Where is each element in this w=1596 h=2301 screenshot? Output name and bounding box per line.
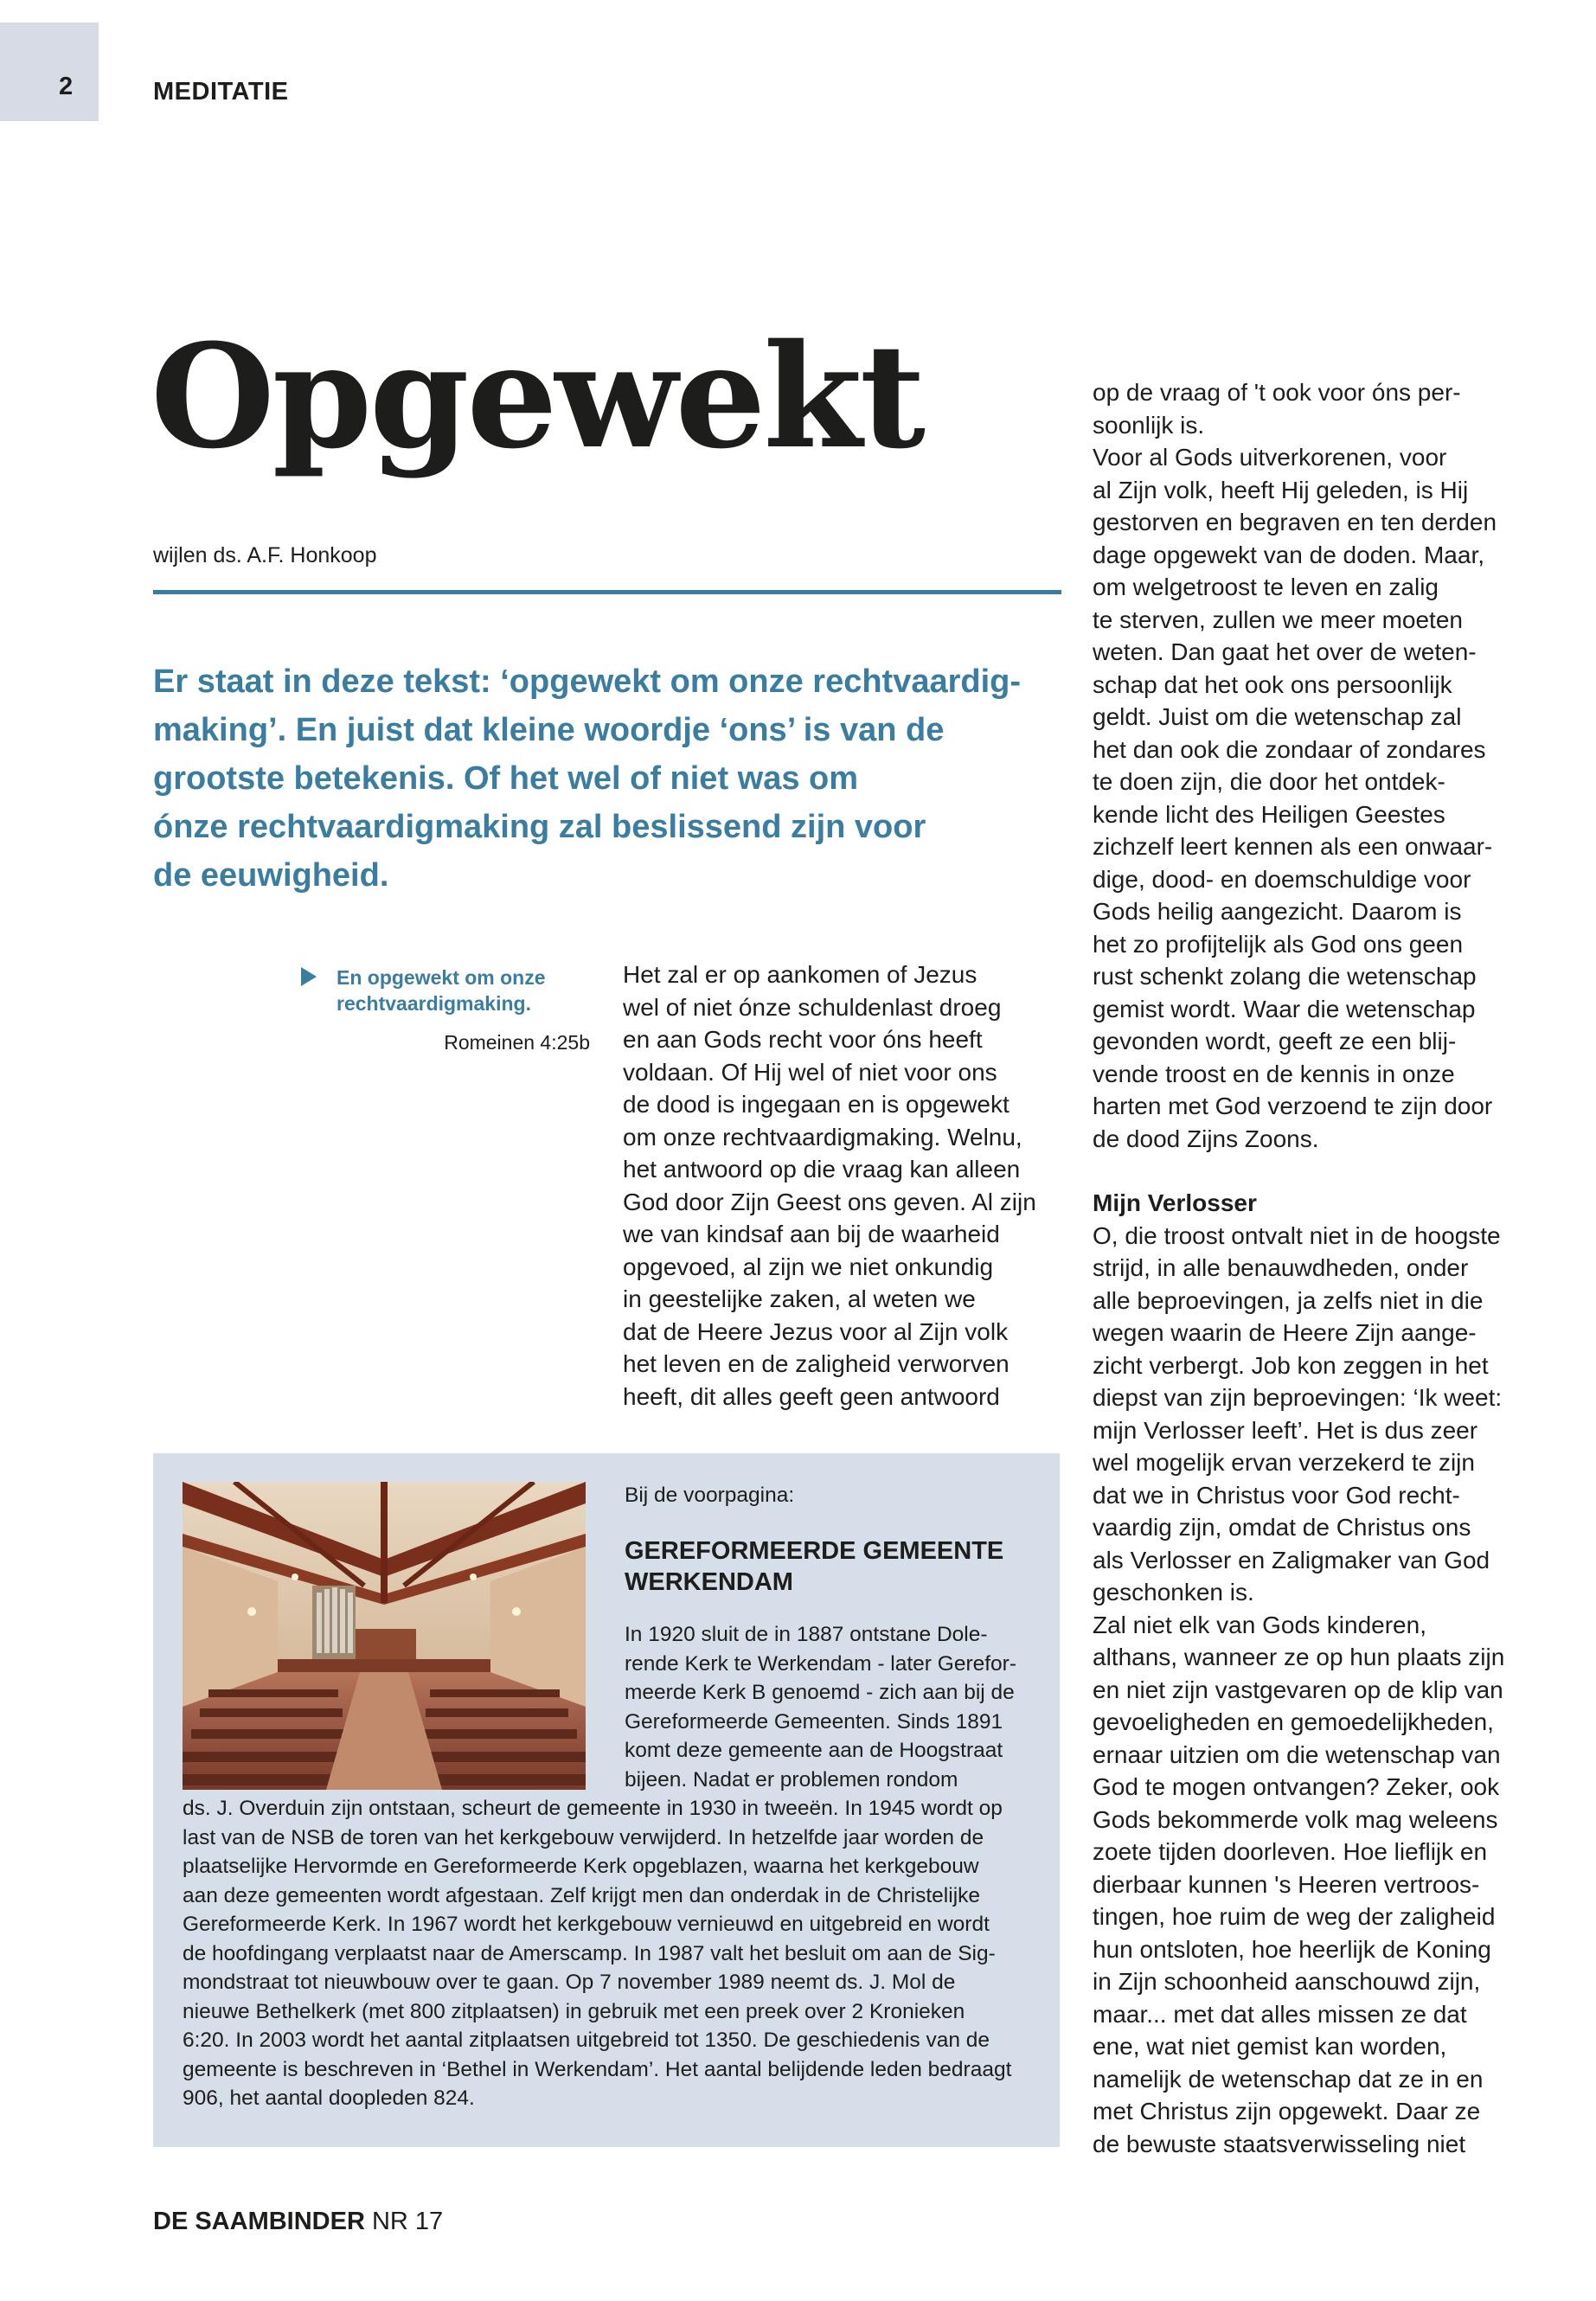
body-line: we van kindsaf aan bij de waarheid	[623, 1221, 1000, 1247]
body-line: wegen waarin de Heere Zijn aange-	[1093, 1319, 1477, 1346]
body-line: maar... met dat alles missen ze dat	[1093, 2000, 1467, 2028]
cover-body-line: 906, het aantal doopleden 824.	[183, 2086, 475, 2110]
body-line: dierbaar kunnen 's Heeren vertroos-	[1093, 1870, 1480, 1898]
body-line: althans, wanneer ze op hun plaats zijn	[1093, 1644, 1505, 1670]
body-line: op de vraag of 't ook voor óns per-	[1093, 379, 1461, 406]
body-line: het zo profijtelijk als God ons geen	[1093, 930, 1464, 958]
church-interior-photo	[183, 1482, 586, 1790]
body-line: het leven en de zaligheid verworven	[623, 1350, 1010, 1377]
cover-caption: Bij de voorpagina:	[625, 1484, 795, 1507]
publication-name: DE SAAMBINDER	[153, 2208, 365, 2235]
cover-body-line: ds. J. Overduin zijn ontstaan, scheurt de gemeente in 1930 in tweeën. In 1945 wordt op	[183, 1797, 1003, 1820]
body-line: zicht verbergt. Job kon zeggen in het	[1093, 1351, 1489, 1379]
body-line: het dan ook die zondaar of zondares	[1093, 735, 1486, 763]
article-lead	[153, 657, 1070, 900]
body-line: te sterven, zullen we meer moeten	[1093, 606, 1463, 633]
body-column-right	[1093, 376, 1542, 2160]
body-line: vende troost en de kennis in onze	[1093, 1060, 1455, 1087]
cover-body-line: 6:20. In 2003 wordt het aantal zitplaatsen uitgebreid tot 1350. De geschiedenis van de	[183, 2029, 990, 2052]
body-line: dat we in Christus voor God recht-	[1093, 1481, 1460, 1509]
body-line: en aan Gods recht voor óns heeft	[623, 1026, 983, 1053]
article-author: wijlen ds. A.F. Honkoop	[153, 543, 377, 567]
body-line: zoete tijden doorleven. Hoe lieflijk en	[1093, 1838, 1488, 1865]
body-line: gevoeligheden en gemoedelijkheden,	[1093, 1708, 1494, 1735]
cover-body-line: meerde Kerk B genoemd - zich aan bij de	[625, 1681, 1015, 1704]
page-number: 2	[59, 73, 74, 100]
body-column-middle	[623, 958, 1064, 1413]
body-line: strijd, in alle benauwdheden, onder	[1093, 1254, 1469, 1281]
body-line: als Verlosser en Zaligmaker van God	[1093, 1546, 1490, 1574]
cover-body-line: Gereformeerde Gemeenten. Sinds 1891	[625, 1709, 1003, 1734]
body-line: dage opgewekt van de doden. Maar,	[1093, 541, 1485, 568]
cover-body-wide	[183, 1794, 1029, 2113]
body-line: het antwoord op die vraag kan alleen	[623, 1156, 1021, 1183]
body-line: gevonden wordt, geeft ze een blij-	[1093, 1028, 1457, 1054]
subheading: Mijn Verlosser	[1093, 1189, 1257, 1216]
lead-line: grootste betekenis. Of het wel of niet was om	[153, 760, 859, 797]
body-line: Voor al Gods uitverkorenen, voor	[1093, 444, 1447, 471]
body-line: in Zijn schoonheid aanschouwd zijn,	[1093, 1968, 1481, 1995]
body-line: geldt. Juist om die wetenschap zal	[1093, 703, 1462, 730]
body-line: om onze rechtvaardigmaking. Welnu,	[623, 1123, 1022, 1150]
cover-heading-line: GEREFORMEERDE GEMEENTE	[625, 1537, 1004, 1565]
cover-body-line: bijeen. Nadat er problemen rondom	[625, 1767, 958, 1791]
body-line: vaardig zijn, omdat de Christus ons	[1093, 1514, 1471, 1541]
body-line: Gods bekommerde volk mag weleens	[1093, 1805, 1498, 1833]
body-line: geschonken is.	[1093, 1579, 1254, 1606]
body-line: God door Zijn Geest ons geven. Al zijn	[623, 1188, 1036, 1215]
body-line: gestorven en begraven en ten derden	[1093, 509, 1497, 535]
lead-line: Er staat in deze tekst: ‘opgewekt om onze rechtvaardig-	[153, 663, 1022, 700]
cover-body-narrow	[625, 1620, 1029, 1794]
body-line: al Zijn volk, heeft Hij geleden, is Hij	[1093, 476, 1469, 503]
cover-body-line: komt deze gemeente aan de Hoogstraat	[625, 1739, 1003, 1762]
cover-body-line: In 1920 sluit de in 1887 ontstane Dole-	[625, 1623, 988, 1646]
title-divider	[153, 590, 1061, 594]
cover-body-line: Gereformeerde Kerk. In 1967 wordt het kerkgebouw vernieuwd en uitgebreid en wordt	[183, 1913, 990, 1936]
body-line: de dood Zijns Zoons.	[1093, 1125, 1319, 1152]
body-line: tingen, hoe ruim de weg der zaligheid	[1093, 1903, 1496, 1930]
article-title: Opgewekt	[151, 312, 924, 480]
body-line: zichzelf leert kennen als een onwaar-	[1093, 833, 1493, 860]
lead-line: de eeuwigheid.	[153, 857, 389, 894]
page-number-tab	[0, 22, 99, 121]
body-line: hun ontsloten, hoe heerlijk de Koning	[1093, 1935, 1491, 1963]
body-line: schap dat het ook ons persoonlijk	[1093, 670, 1452, 698]
cover-body-line: mondstraat tot nieuwbouw over te gaan. Op 7 november 1989 neemt ds. J. Mol de	[183, 1971, 956, 1994]
body-line: rust schenkt zolang die wetenschap	[1093, 963, 1477, 990]
triangle-marker-icon	[301, 967, 317, 986]
body-line: weten. Dan gaat het over de weten-	[1093, 638, 1477, 665]
scripture-quote	[337, 965, 596, 1016]
body-line: namelijk de wetenschap dat ze in en	[1093, 2065, 1484, 2093]
body-line: God te mogen ontvangen? Zeker, ook	[1093, 1773, 1500, 1800]
cover-body-line: rende Kerk te Werkendam - later Gerefor-	[625, 1651, 1016, 1676]
body-line: mijn Verlosser leeft’. Het is dus zeer	[1093, 1416, 1478, 1444]
body-line: opgevoed, al zijn we niet onkundig	[623, 1253, 994, 1280]
lead-line: ónze rechtvaardigmaking zal beslissend zijn voor	[153, 809, 926, 845]
body-line: voldaan. Of Hij wel of niet voor ons	[623, 1058, 997, 1086]
cover-body-line: last van de NSB de toren van het kerkgebouw verwijderd. In hetzelfde jaar worden de	[183, 1825, 984, 1849]
cover-body-line: aan deze gemeenten wordt afgestaan. Zelf krijgt men dan onderdak in de Christelijke	[183, 1883, 981, 1907]
cover-heading-line: WERKENDAM	[625, 1568, 793, 1596]
body-line: met Christus zijn opgewekt. Daar ze	[1093, 2098, 1481, 2125]
cover-body-line: nieuwe Bethelkerk (met 800 zitplaatsen) in gebruik met een preek over 2 Kronieken	[183, 1999, 965, 2023]
lead-line: making’. En juist dat kleine woordje ‘ons’ is van de	[153, 712, 945, 748]
body-line: om welgetroost te leven en zalig	[1093, 574, 1439, 600]
body-line: soonlijk is.	[1093, 411, 1205, 439]
body-line: te doen zijn, die door het ontdek-	[1093, 768, 1445, 795]
body-line: Het zal er op aankomen of Jezus	[623, 961, 977, 988]
scripture-reference: Romeinen 4:25b	[444, 1031, 590, 1054]
body-line: dige, dood- en doemschuldige voor	[1093, 865, 1471, 893]
body-line: diepst van zijn beproevingen: ‘Ik weet:	[1093, 1384, 1503, 1411]
body-line: dat de Heere Jezus voor al Zijn volk	[623, 1317, 1009, 1345]
body-line: heeft, dit alles geeft geen antwoord	[623, 1382, 1000, 1410]
body-line: kende licht des Heiligen Geestes	[1093, 800, 1445, 828]
body-line: gemist wordt. Waar die wetenschap	[1093, 995, 1476, 1022]
body-line: O, die troost ontvalt niet in de hoogste	[1093, 1221, 1501, 1249]
body-line: in geestelijke zaken, al weten we	[623, 1285, 976, 1312]
cover-heading	[625, 1535, 1048, 1598]
cover-body-line: plaatselijke Hervormde en Gereformeerde Kerk opgeblazen, waarna het kerkgebouw	[183, 1855, 979, 1878]
body-line: Gods heilig aangezicht. Daarom is	[1093, 898, 1462, 925]
scripture-quote-line: rechtvaardigmaking.	[337, 992, 531, 1015]
body-line: de bewuste staatsverwisseling niet	[1093, 2130, 1466, 2157]
cover-body-line: de hoofdingang verplaatst naar de Amerscamp. In 1987 valt het besluit om aan de Sig-	[183, 1941, 996, 1965]
section-label: MEDITATIE	[153, 78, 289, 106]
body-line: wel of niet ónze schuldenlast droeg	[623, 993, 1002, 1021]
body-line: harten met God verzoend te zijn door	[1093, 1093, 1493, 1119]
body-line: alle beproevingen, ja zelfs niet in die	[1093, 1286, 1484, 1314]
body-line: ene, wat niet gemist kan worden,	[1093, 2033, 1447, 2060]
body-line: de dood is ingegaan en is opgewekt	[623, 1091, 1010, 1118]
body-line: wel mogelijk ervan verzekerd te zijn	[1093, 1449, 1475, 1476]
issue-number: NR 17	[371, 2208, 444, 2235]
body-line: Zal niet elk van Gods kinderen,	[1093, 1611, 1426, 1638]
cover-body-line: gemeente is beschreven in ‘Bethel in Werkendam’. Het aantal belijdende leden bedraagt	[183, 2057, 1012, 2081]
scripture-quote-line: En opgewekt om onze	[337, 966, 546, 989]
footer	[153, 2208, 443, 2236]
body-line: ernaar uitzien om die wetenschap van	[1093, 1740, 1501, 1768]
body-line: en niet zijn vastgevaren op de klip van	[1093, 1676, 1503, 1703]
